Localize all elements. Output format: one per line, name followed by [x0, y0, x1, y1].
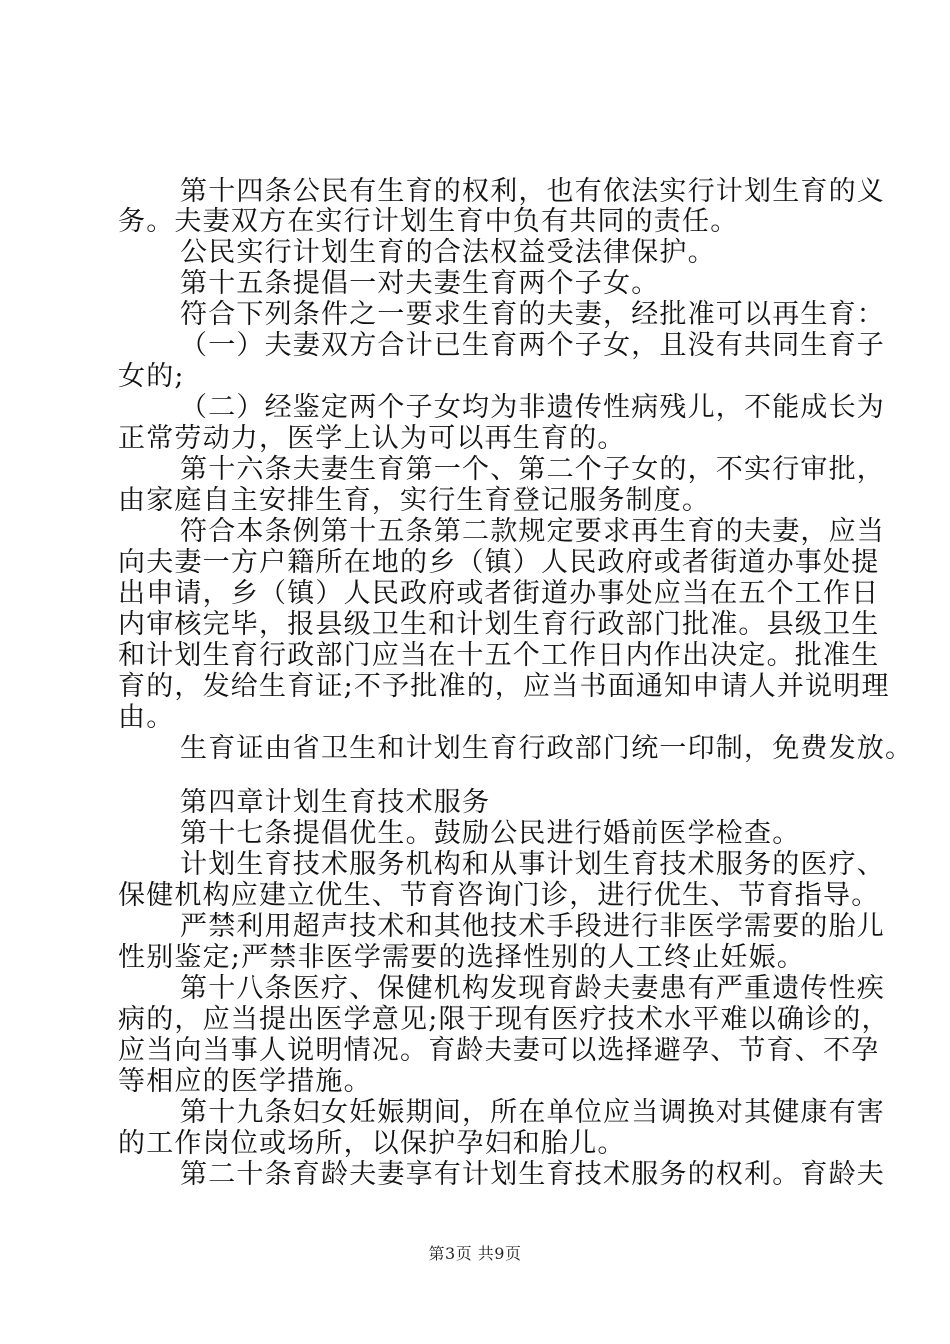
- text-line: 出申请，乡（镇）人民政府或者街道办事处应当在五个工作日: [118, 578, 880, 609]
- text-line: 计划生育技术服务机构和从事计划生育技术服务的医疗、: [180, 849, 885, 880]
- text-line: 第二十条育龄夫妻享有计划生育技术服务的权利。育龄夫: [180, 1159, 885, 1190]
- text-line: 正常劳动力，医学上认为可以再生育的。: [118, 423, 626, 454]
- text-line: 女的;: [118, 361, 185, 392]
- text-line: 内审核完毕，报县级卫生和计划生育行政部门批准。县级卫生: [118, 609, 880, 640]
- text-line: 性别鉴定;严禁非医学需要的选择性别的人工终止妊娠。: [118, 942, 806, 973]
- text-line: 第十四条公民有生育的权利，也有依法实行计划生育的义: [180, 176, 885, 207]
- text-line: 保健机构应建立优生、节育咨询门诊，进行优生、节育指导。: [118, 880, 880, 911]
- text-line: 由家庭自主安排生育，实行生育登记服务制度。: [118, 485, 711, 516]
- text-line: 和计划生育行政部门应当在十五个工作日内作出决定。批准生: [118, 640, 880, 671]
- text-line: 务。夫妻双方在实行计划生育中负有共同的责任。: [118, 206, 739, 237]
- page-number: 第3页 共9页: [428, 1244, 522, 1263]
- text-line: 第十五条提倡一对夫妻生育两个子女。: [180, 268, 660, 299]
- text-line: 符合下列条件之一要求生育的夫妻，经批准可以再生育：: [180, 299, 885, 330]
- text-line: 育的，发给生育证;不予批准的，应当书面通知申请人并说明理: [118, 671, 890, 702]
- text-line: （二）经鉴定两个子女均为非遗传性病残儿，不能成长为: [180, 392, 885, 423]
- text-line: 病的，应当提出医学意见;限于现有医疗技术水平难以确诊的，: [118, 1004, 890, 1035]
- text-line: 由。: [118, 702, 175, 733]
- chapter-heading: 第四章计划生育技术服务: [180, 787, 491, 818]
- text-line: 等相应的医学措施。: [118, 1066, 372, 1097]
- text-line: 第十九条妇女妊娠期间，所在单位应当调换对其健康有害: [180, 1097, 885, 1128]
- text-line: 公民实行计划生育的合法权益受法律保护。: [180, 237, 716, 268]
- text-line: 的工作岗位或场所，以保护孕妇和胎儿。: [118, 1128, 626, 1159]
- text-line: 第十八条医疗、保健机构发现育龄夫妻患有严重遗传性疾: [180, 973, 885, 1004]
- text-line: 第十七条提倡优生。鼓励公民进行婚前医学检查。: [180, 818, 801, 849]
- text-line: 第十六条夫妻生育第一个、第二个子女的，不实行审批，: [180, 454, 885, 485]
- text-line: 严禁利用超声技术和其他技术手段进行非医学需要的胎儿: [180, 911, 885, 942]
- text-line: （一）夫妻双方合计已生育两个子女，且没有共同生育子: [180, 330, 885, 361]
- text-line: 向夫妻一方户籍所在地的乡（镇）人民政府或者街道办事处提: [118, 547, 880, 578]
- text-line: 符合本条例第十五条第二款规定要求再生育的夫妻，应当: [180, 516, 885, 547]
- text-line: 生育证由省卫生和计划生育行政部门统一印制，免费发放。: [180, 733, 914, 764]
- text-line: 应当向当事人说明情况。育龄夫妻可以选择避孕、节育、不孕: [118, 1035, 880, 1066]
